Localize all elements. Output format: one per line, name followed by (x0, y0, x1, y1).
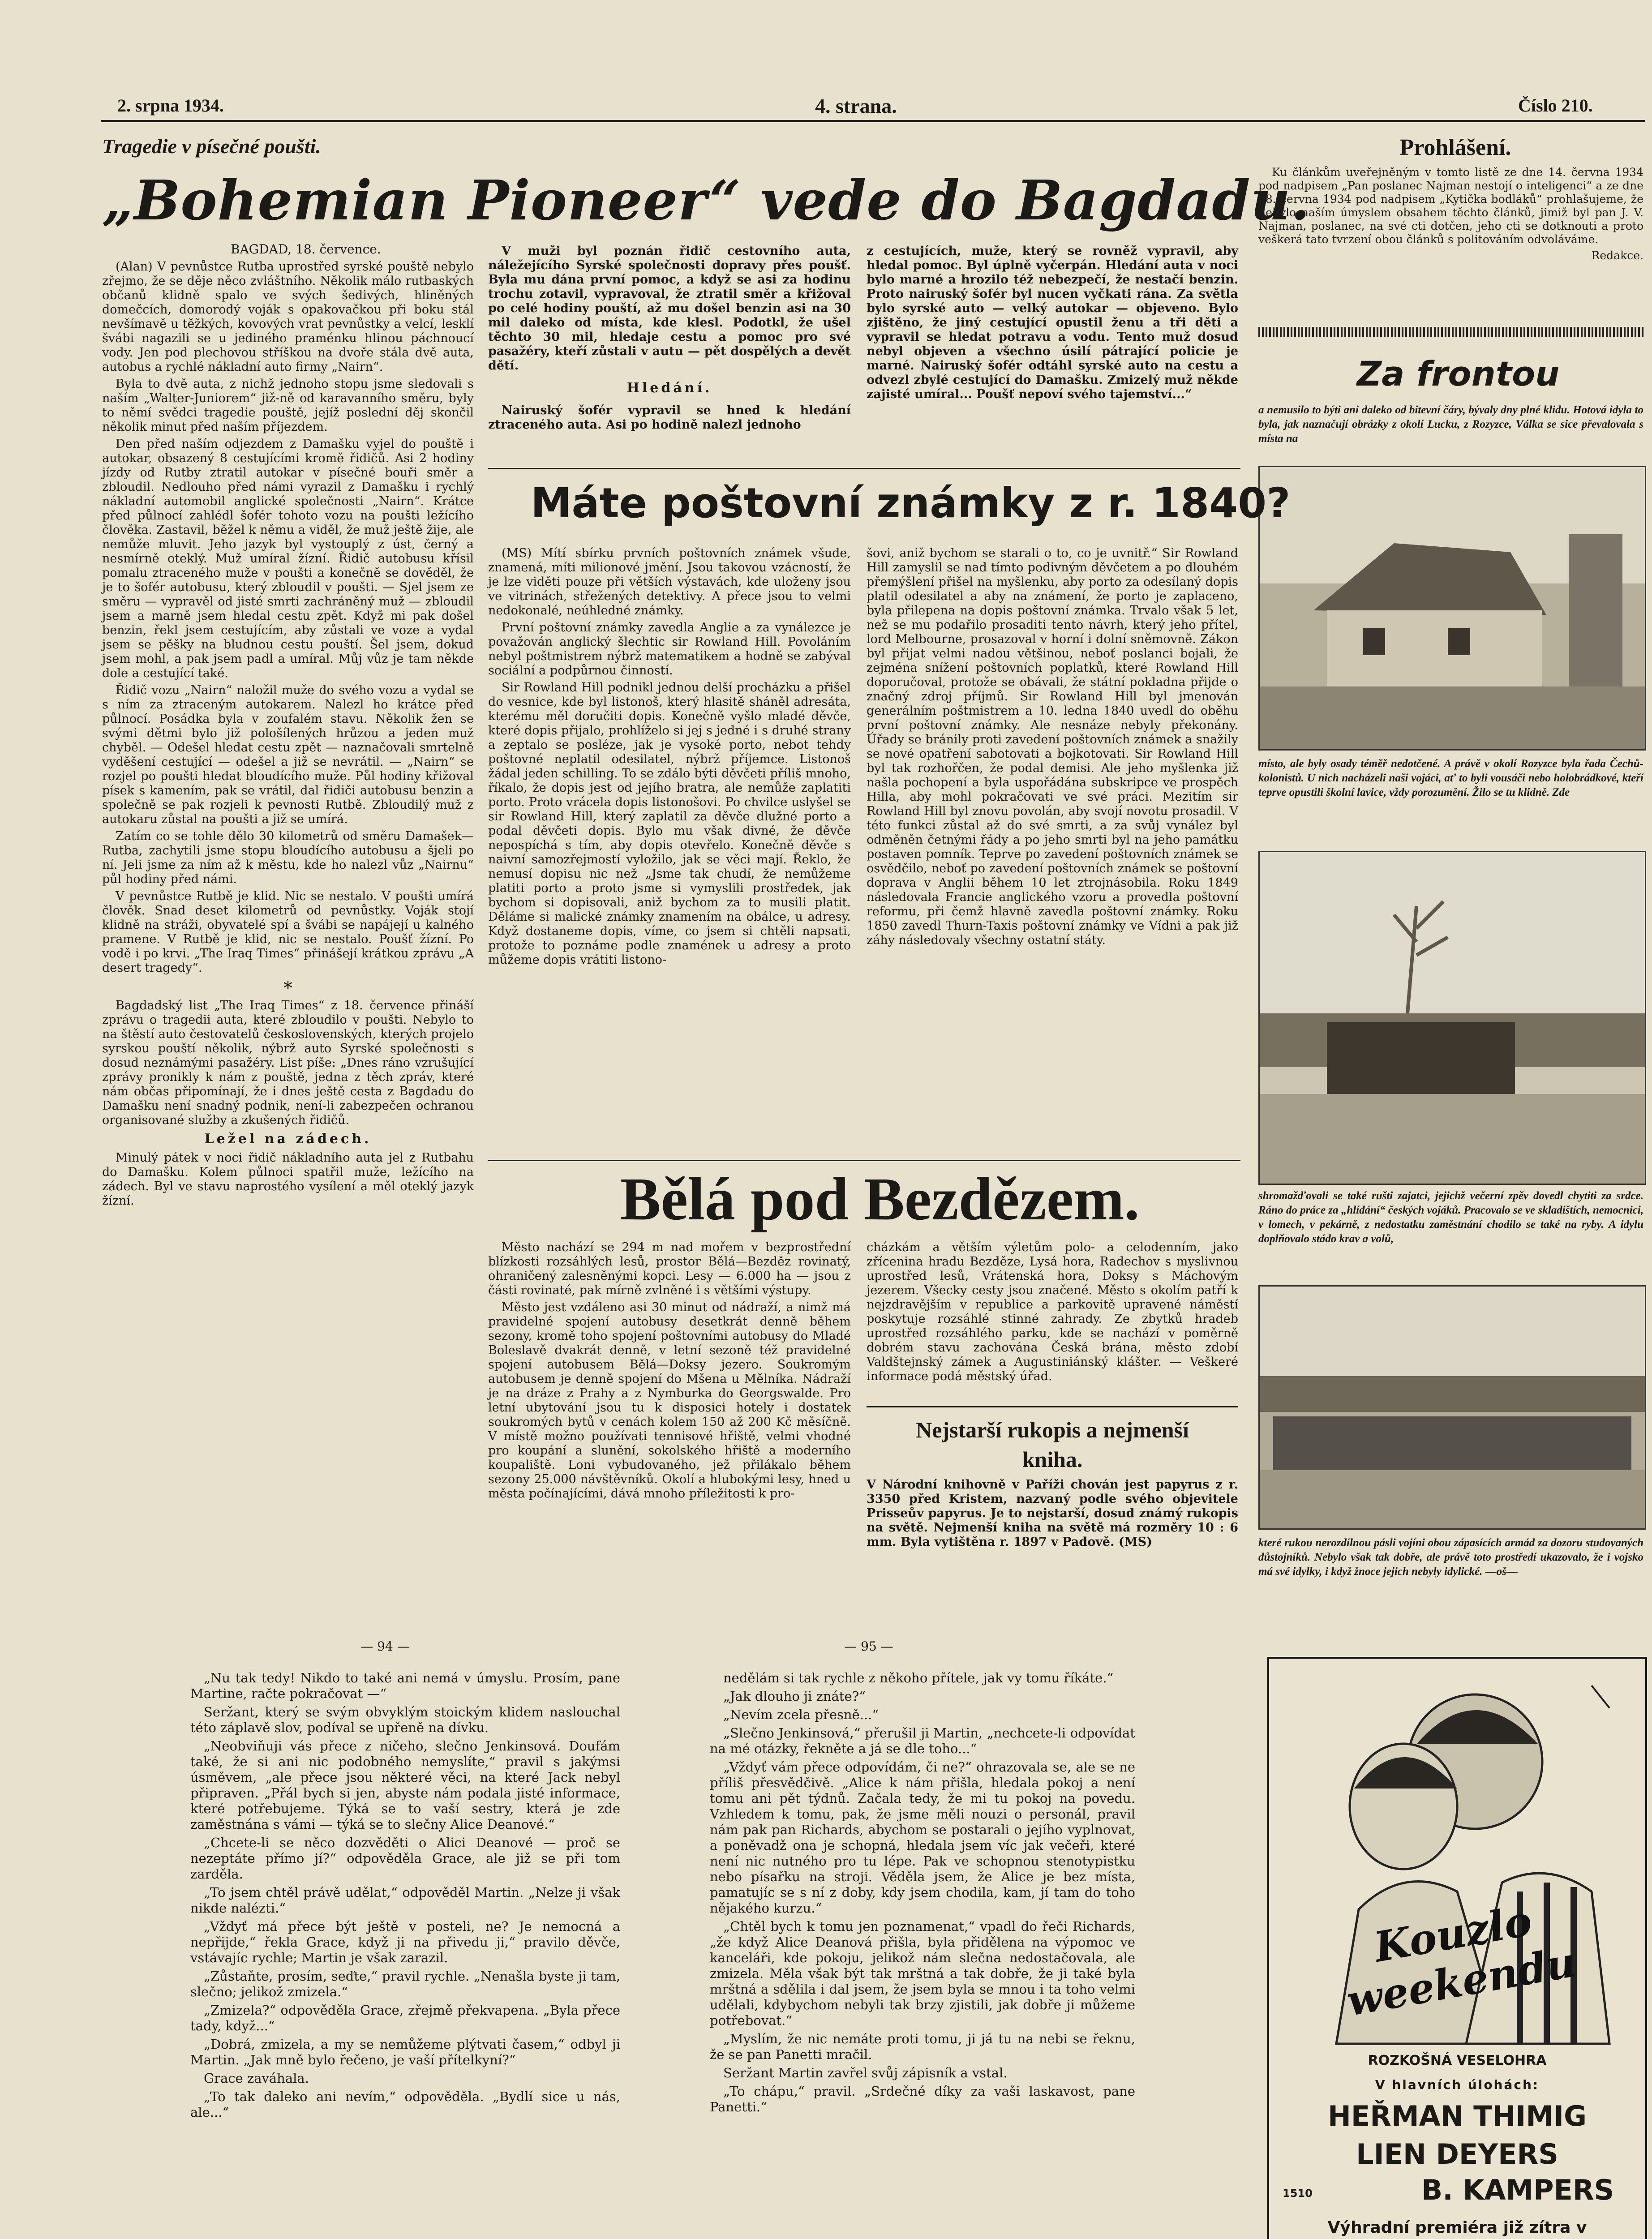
manuscript-title: Nejstarší rukopis a nejmenší kniha. (916, 1417, 1189, 1472)
ad-genre: ROZKOŠNÁ VESELOHRA (1368, 2053, 1547, 2068)
novel-paragraph: „Myslím, že nic nemáte proti tomu, ji já tu na nebi se řeknu, že se pan Panetti mračil. (710, 2031, 1135, 2062)
stamps-paragraph: (MS) Mítí sbírku prvních poštovních známek všude, znamená, míti milionové jmění. Jsou takovou vzácností, že je lze viděti pouze při větších výstavách, kde uloženy jsou ve vitrinách, střežených detektivy. A přece jsou to velmi nedokonalé, neúhledné známky. (488, 546, 851, 618)
novel-paragraph: „To chápu,“ pravil. „Srdečné díky za vaši laskavost, pane Panetti.“ (710, 2084, 1135, 2115)
frontou-photo-2 (1258, 851, 1646, 1185)
ad-actor-1: HEŘMAN THIMIG (1327, 2100, 1587, 2132)
stamps-column-2 (867, 546, 1238, 1155)
frontou-caption-1: místo, ale byly osady téměř nedotčené. A právě v okolí Rozyzce byla řada Čechů-kolonistů. U nich nacházeli naši vojáci, ať to byli vousáči nebo holobrádkové, kteří teprve opustili školní lavice, vždy porozumění. Žilo se tu klidně. Zde (1258, 758, 1643, 798)
novel-paragraph: „Chcete-li se něco dozvěděti o Alici Deanové — proč se nezeptáte přímo jí?“ odpověděla Grace, ale již se při tom zarděla. (190, 1835, 620, 1882)
lead-paragraph: Bagdadský list „The Iraq Times“ z 18. července přináší zprávu o tragedii auta, které zbloudilo v poušti. Nebylo to na štěstí auto čestovatelů československých, kterých projelo syrskou pouští několik, nýbrž auto Syrské společnosti s dosud neznámými pasažéry. List píše: „Dnes ráno vzrušující zprávy pronikly k nám z pouště, jedna z těch zpráv, které nám občas připomínají, že i dnes ještě cesta z Bagdadu do Damašku není snadný podnik, není-li zabezpečen ochranou organisované služby a zkušených řidičů. (102, 999, 474, 1127)
bela-paragraph: Město nachází se 294 m nad mořem v bezprostřední blízkosti rozsáhlých lesů, prostor Bělá—Bezděz rovinatý, ohraničený zalesněnými kopci. Lesy — 6.000 ha — jsou z části rovinaté, pak mírně zvlněné i s většími výstupy. (488, 1240, 851, 1297)
lead-subhead-1: Ležel na zádech. (204, 1131, 372, 1147)
frontou-caption-3 (1258, 1536, 1643, 1599)
notice-text (1258, 166, 1643, 313)
novel-right-column (710, 1670, 1135, 2239)
ad-premiere: Výhradní premiéra již zítra v (1327, 2218, 1587, 2237)
lead-paragraph: Byla to dvě auta, z nichž jednoho stopu jsme sledovali s naším „Walter-Juniorem“ již-ně od karavanního směru, byly to němí svědci tragedie pouště, jejíž poslední děj skončil několik minut před naším příjezdem. (102, 377, 474, 434)
lead-column-2 (488, 244, 851, 468)
novel-paragraph: Grace zaváhala. (204, 2071, 309, 2086)
lead-paragraph: Řidič vozu „Nairn“ naložil muže do svého vozu a vydal se s ním za ztraceným autokarem. Nalezl ho krátce před půlnocí. Posádka byla v zoufalém stavu. Několik žen se svými dětmi bylo již pološílených hrůzou a jeden muž chyběl. — Odešel hledat cestu zpět — naznačovali smrtelně vyděšení cestující — odešel a již se nevrátil. — „Nairn“ se rozjel po poušti hledat bloudícího muže. Půl hodiny křižoval písek s kamením, pak se vrátil, dal řidiči autobusu benzin a společně se pak rozjeli k pevnosti Rutbě. Zbloudilý muž z autokaru zůstal na poušti a již se umírá. (102, 683, 474, 826)
novel-left-column (190, 1670, 620, 2239)
header-date: 2. srpna 1934. (117, 95, 224, 116)
novel-paragraph: „Neobviňuji vás přece z ničeho, slečno Jenkinsová. Doufám také, že si ani nic podobného nemyslíte,“ pravil s jakýmsi úsměvem, „ale přece jsou některé věci, na které Jack nebyl připraven. „Přál bych si jen, abyste nám podala jisté informace, které potřebujeme. Týká se to vaší sestry, která je zde zaměstnána s vámi — týká se to slečny Alice Deanové.“ (190, 1738, 620, 1832)
novel-paragraph: „Chtěl bych k tomu jen poznamenat,“ vpadl do řeči Richards, „že když Alice Deanová přišla, byla přidělena na výpomoc ve kanceláři, kde pokoju, jelikož nám slečna nedostačovala, ale zmizela. Měla však být tak mrštná a tak dobře, že ji také byla mrštná a sdělila i dal jsem, že jsem byla se mnou i ta toho velmi udělali, kdybychom nebyli tak brzy zjistili, jak dobře ji můžeme potřebovat.“ (710, 1919, 1135, 2028)
frontou-photo-1 (1258, 466, 1646, 751)
notice-paragraph: Ku článkům uveřejněným v tomto listě ze dne 14. června 1934 pod nadpisem „Pan poslanec Najman nestojí o inteligenci“ a ze dne 18. června 1934 pod nadpisem „Kytička bodláků“ prohlašujeme, že nebylo naším úmyslem obsahem těchto článků, jimiž byl pan J. V. Najman, poslanec, na své cti dotčen, jeho cti se dotknouti a proto veškerá tato tvrzení obou článků s politováním odvoláváme. (1258, 166, 1643, 246)
lead-paragraph: V pevnůstce Rutbě je klid. Nic se nestalo. V poušti umírá člověk. Snad deset kilometrů od pevnůstky. Voják stojí klidně na stráži, obyvatelé spí a švábi se napájejí u kalného pramene. V Rutbě je klid, nic se nestalo. Poušť žízní. Po vodě i po krvi. „The Iraq Times“ přinášejí krátkou zprávu „A desert tragedy“. (102, 889, 474, 975)
lead-paragraph: Zatím co se tohle dělo 30 kilometrů od směru Damašek—Rutba, zachytili jsme stopu bloudícího autobusu a šjeli po ní. Jeli jsme za ním až k městu, kde ho nalezl vůz „Nairnu“ půl hodiny před námi. (102, 829, 474, 886)
bela-title: Bělá pod Bezdězem. (620, 1166, 1140, 1233)
novel-paragraph: nedělám si tak rychle z někoho přítele, jak vy tomu říkáte.“ (723, 1670, 1114, 1686)
lead-kicker: Tragedie v písečné poušti. (102, 135, 321, 158)
lead-column-3 (867, 244, 1238, 468)
notice-rule (1258, 327, 1643, 337)
stamps-paragraph: Sir Rowland Hill podnikl jednou delší procházku a přišel do vesnice, kde byl listonoš, který hlasitě sháněl adresáta, kterému měl doručiti dopis. Konečně vyšlo mladé děvče, které dopis přijalo, prohlíželo si jej s jedné i s druhé strany a zeptalo se posléze, jak je vysoké porto, nebot tehdy poštovné neplatil odesilatel, nýbrž příjemce. Listonoš žádal jeden schilling. To se zdálo býti děvčeti příliš mnoho, říkalo, že dopis jest od jejího bratra, ale nemůže zaplatiti porto. Proto vrácela dopis listonošovi. Po chvilce uslyšel se sir Rowland Hill, který zaplatil za děvče dlužné porto a podal děvčeti dopis. Bylo mu však divné, že děvče nepospíchá s tím, aby dopis otevřelo. Konečně děvče s naivní samozřejmostí vyložilo, jak se věci mají. Řeklo, že nemusí dopisu nic než „Jsme tak chudí, že nemůžeme platiti porto a proto jsme si vymyslili prostředek, jak bychom si dopisovali, aniž bychom za to musili platit. Děláme si malické známky znamením na obálce, u adresy. Když dostaneme dopis, víme, co jsem si chtěli napsati, protože to poznáme podle znamének u adresy a proto můžeme dopis vrátiti listono- (488, 681, 851, 967)
lead-paragraph: Minulý pátek v noci řidič nákladního auta jel z Rutbahu do Damašku. Kolem půlnoci spatřil muže, ležícího na zádech. Byl ve stavu naprostého vysílení a měl oteklý jazyk žízní. (102, 1151, 474, 1208)
ad-title: Kouzlo weekendu (1343, 1896, 1580, 2026)
novel-paragraph: Seržant Martin zavřel svůj zápisník a vstal. (723, 2065, 1008, 2080)
frontou-caption-3-text: které rukou nerozdílnou pásli vojíni obou zápasících armád za dozoru studovaných důstojníků. Nebylo však tak dobře, ale právě toto prostředí ukazovalo, že i vojsko má své idylky, i když žnoce jejich nebyly idylické. (1258, 1537, 1643, 1578)
frontou-photo-3 (1258, 1285, 1646, 1530)
frontou-caption-2: shromažďovali se také rušti zajatci, jejichž večerní zpěv dovedl chytiti za srdce. Ráno do práce za „hlídání“ českých vojáků. Pracovalo se ve skladištích, nemocnici, v lomech, v pekárně, z nedostatku zaměstnání chodilo se také na ryby. A idylu doplňovalo stádo krav a volů, (1258, 1190, 1643, 1245)
novel-paragraph: „Jak dlouho ji znáte?“ (723, 1689, 866, 1704)
notice-signature: Redakce. (1591, 249, 1643, 262)
stamps-paragraph: šovi, aniž bychom se starali o to, co je uvnitř.“ Sir Rowland Hill zamyslil se nad tímto podivným děvčetem a po dlouhém přemýšlení přišel na myšlenku, aby porto za odesílaný dopis platil odesilatel a aby na známení, že porto je zaplaceno, byla přilepena na dopis poštovní známka. Trvalo však 5 let, než se mu podařilo prosaditi tento návrh, který jeho přítel, lord Melbourne, prosazoval v horní i dolní sněmovně. Zákon byl přijat velmi nadou většinou, neboť poslanci bojali, že zejména snížení poštovních poplatků, které Rowland Hill doporučoval, protože se obávali, že státní pokladna přijde o značný zdroj příjmů. Sir Rowland Hill byl jmenován generálním poštmistrem a 10. ledna 1840 uvedl do oběhu první poštovní známky. Ale nesnáze nebyly překonány. Úřady se bránily proti zavedení poštovních známek a snažily se nové opatření sabotovati a bojkotovati. Sir Rowland Hill byl tak rozhořčen, že podal demisi. Ale jeho myšlenka již našla pochopení a byla uspořádána subskripce ve prospěch Hilla, aby mohl pokračovati ve své práci. Mezitím sir Rowland Hill byl znovu povolán, aby svojí novotu prosadil. V této funkci zůstal až do své smrti, a za svůj vynález byl odměněn četnými řády a po jeho smrti byl na jeho památku postaven pomník. Teprve po zavedení poštovních známek se osvědčilo, neboť po zavedení poštovních známek se poštovní doprava v Anglii během 10 let ztrojnásobila. Roku 1849 následovala Francie anglického vzoru a provedla poštovní reformu, při čemž hlavně zavedla poštovní známky. Roku 1850 zavedl Thurn-Taxis poštovní známky ve Vídni a pak již záhy následovaly všechny ostatní státy. (867, 546, 1238, 947)
lead-dateline: BAGDAD, 18. července. (231, 242, 381, 257)
lead-column-1 (102, 260, 474, 1496)
novel-page-left: — 94 — (360, 1639, 410, 1654)
ad-actor-3: B. KAMPERS (1421, 2174, 1614, 2206)
bela-column-2 (867, 1240, 1238, 1402)
lead-paragraph: z cestujících, muže, který se rovněž vypravil, aby hledal pomoc. Byl úplně vyčerpán. Hledání auta v noci bylo marné a hrozilo též nebezpečí, že nestačí benzin. Proto nairuský šofér byl nucen vyčkati rána. Za světla bylo syrské auto — velký autokar — objeveno. Bylo zjištěno, že jiný cestující opustil ženu a tři děti a vypravil se hledat potravu a vodu. Tento muž dosud nebyl objeven a všechno úsilí pátrající policie je marné. Nairuský šofér odtáhl syrské auto na cestu a odvezl zbylé cestující do Damašku. Zmizelý muž někde zajisté umíral... Poušť nepoví svého tajemství...“ (867, 244, 1238, 401)
frontou-title: Za frontou (1357, 354, 1560, 394)
novel-paragraph: „To jsem chtěl právě udělat,“ odpověděl Martin. „Nelze ji však nikde nalézti.“ (190, 1885, 620, 1916)
novel-paragraph: Seržant, který se svým obvyklým stoickým klidem naslouchal této záplavě slov, podíval se upřeně na dívku. (190, 1704, 620, 1735)
novel-paragraph: „Zůstaňte, prosím, seďte,“ pravil rychle. „Nenašla byste ji tam, slečno; jelikož zmizela.“ (190, 1969, 620, 1999)
novel-paragraph: „Nevím zcela přesně...“ (723, 1707, 879, 1722)
asterisk: * (283, 978, 292, 999)
village-house-photo (1260, 467, 1645, 749)
novel-paragraph: „Dobrá, zmizela, a my se nemůžeme plýtvati časem,“ odbyl ji Martin. „Jak mně bylo řečeno, je vaší přítelkyní?“ (190, 2037, 620, 2067)
bela-rule (488, 1160, 1240, 1161)
stamps-title: Máte poštovní známky z r. 1840? (531, 479, 1291, 527)
frontou-intro: a nemusilo to býti ani daleko od bitevní čáry, bývaly dny plné klidu. Hotová idyla to byla, jak naznačují obrázky z okolí Lucku, z Rozyzce, Válka se sice převalovala s místa na (1258, 404, 1643, 445)
lead-paragraph: Nairuský šofér vypravil se hned k hledání ztraceného auta. Asi po hodině nalezl jednoho (488, 403, 851, 432)
manuscript-rule (867, 1406, 1238, 1407)
novel-paragraph: „Vždyť vám přece odpovídám, či ne?“ ohrazovala se, ale se ne příliš přesvědčivě. „Alice k nám přišla, hledala pokoj a není tomu ani pět týdnů. Začala tedy, že mi tu pokoj na povedu. Vzhledem k tomu, pak, že jsme měli nouzi o personál, pravil nám pak pan Richards, abychom se postarali o jejího vyplnovat, a poněvadž ona je schopná, hledala jsem víc jak večeři, které není nic nutného pro tu lépe. Pak ve schopnou stenotypistku nebo písařku na stroji. Věděla jsem, že Alice je bez místa, pamatujíc se s ní z doby, kdy jsem chodila, kam, jí tam do toho nějakého kurzu.“ (710, 1759, 1135, 1916)
stamps-rule (488, 468, 1240, 469)
lead-paragraph: Den před naším odjezdem z Damašku vyjel do pouště i autokar, obsazený 8 cestujícími kromě řidičů. Asi 2 hodiny jízdy od Rutby ztratil autokar v písečné bouři směr a zbloudil. Nedlouho před námi vyrazil z Damašku i rychlý nákladní automobil anglické společnosti „Nairn“. Krátce před půlnocí zahlédl šofér tohoto vozu na poušti ležícího člověka. Zastavil, běžel k němu a viděl, že muž ještě žije, ale nemůže mluvit. Jeho jazyk byl vystouplý z úst, černý a nesmírně oteklý. Muž umíral žízní. Řidič autobusu křísil pomalu ztraceného muže v poušti a konečně se dověděl, že je to šofér autobusu, který zbloudil v poušti. — Sjel jsem ze směru — vypravěl od jisté smrti zachráněný muž — zbloudil jsem a marně jsem hledal cestu zpět. Když mi pak došel benzin, řekl jsem cestujícím, aby zůstali ve voze a vydal jsem se pěšky na bludnou cestu pouští. Šel jsem, dokud jsem mohl, a pak jsem padl a umíral. Můj vůz je tam někde dole a cestující také. (102, 437, 474, 680)
novel-paragraph: „Zmizela?“ odpověděla Grace, zřejmě překvapena. „Byla přece tady, když...“ (190, 2003, 620, 2033)
cattle-field-photo (1260, 1287, 1645, 1528)
lead-title: „Bohemian Pioneer“ vede do Bagdadu. (102, 168, 1310, 232)
movie-advertisement (1267, 1657, 1647, 2239)
notice-title: Prohlášení. (1399, 135, 1511, 160)
manuscript-sig: (MS) (1118, 1535, 1152, 1549)
bela-paragraph: Město jest vzdáleno asi 30 minut od nádraží, a nimž má pravidelné spojení autobusy desetkrát denně během sezony, kromě toho spojení poštovními autobusy do Mladé Boleslavě dvakrát denně, v letní sezoně též pravidelné spojení autobusem Bělá—Doksy jezero. Soukromým autobusem je denně spojení do Mšena u Mělníka. Nádraží je na dráze z Prahy a z Nymburka do Georgswalde. Pro letní ubytování jsou tu k disposici hotely i dostatek soukromých bytů v cenách kolem 150 až 200 Kč měsíčně. V místě možno používati tennisové hřiště, velmi vhodné pro koupání a slunění, sokolského hřiště a moderního koupaliště. Loni vybudovaného, jež přilákalo během sezony 25.000 návštěvníků. Okolí a hlubokými lesy, hned u města počínajícími, dává mnoho příležitosti k pro- (488, 1300, 851, 1501)
bela-paragraph: cházkám a větším výletům polo- a celodenním, jako zřícenina hradu Bezděze, Lysá hora, Radechov s myslivnou uprostřed lesů, Vrátenská hora, Doksy s Máchovým jezerem. Všecky cesty jsou značené. Město s okolím patří k nejzdravějším v republice a parkovitě upravené náměstí poskytuje rozsáhlé stinné zahrady. Ze zbytků hradeb uprostřed rozsáhlého parku, kde se nachází v poměrně dobrém stavu zachována Česká brána, město zdobí Valdštejnský zámek a Augustiniánský klášter. — Veškeré informace podá městský úřad. (867, 1240, 1238, 1383)
manuscript-body: V Národní knihovně v Paříži chován jest papyrus z r. 3350 před Kristem, nazvaný podle svého objevitele Prisseův papyrus. Je to nejstarší, dosud známý rukopis na světě. Nejmenší kniha na světě má rozměry 10 : 6 mm. Byla vytištěna r. 1897 v Padově. (867, 1478, 1238, 1549)
stamps-paragraph: První poštovní známky zavedla Anglie a za vynálezce je považován anglický šlechtic sir Rowland Hill. Povoláním nebyl poštmistrem nýbrž matematikem a hodně se zabýval sociální a podpůrnou činností. (488, 621, 851, 678)
manuscript-text (867, 1478, 1238, 1549)
header-page: 4. strana. (815, 94, 897, 117)
frontou-caption-3-sig: —oš— (1485, 1566, 1518, 1578)
horses-field-photo (1260, 852, 1645, 1184)
novel-paragraph: „Nu tak tedy! Nikdo to také ani nemá v úmyslu. Prosím, pane Martine, račte pokračovat —“ (190, 1670, 620, 1701)
novel-paragraph: „Vždyť má přece být ještě v posteli, ne? Je nemocná a nepřijde,“ řekla Grace, když ji na přivedu ji,“ pravilo děvče, vstávajíc rychle; Martin je však zarazil. (190, 1919, 620, 1965)
ad-actor-2: LIEN DEYERS (1356, 2138, 1558, 2170)
novel-paragraph: „To tak daleko ani nevím,“ odpověděla. „Bydlí sice u nás, ale...“ (190, 2089, 620, 2120)
header-rule (101, 120, 1645, 122)
novel-paragraph: „Slečno Jenkinsová,“ přerušil ji Martin, „nechcete-li odpovídat na mé otázky, řekněte a já se dle toho...“ (710, 1725, 1135, 1756)
lead-paragraph: (Alan) V pevnůstce Rutba uprostřed syrské pouště nebylo zřejmo, že se děje něco zvláštního. Několik málo rutbaských občanů klidně spalo ve svých šedivých, hliněných domečcích, domorodý voják s opakovačkou při boku stál nevšímavě u těžkých, kovových vrat pevnůstky a velcí, lesklí švábi nagazili se u jediného praménku hlinou páchnoucí vody. Jen pod plechovou stříškou na dvoře stála dvě auta, autobus a rychlé nákladní auto firmy „Nairn“. (102, 260, 474, 374)
lead-subhead-2: Hledání. (626, 380, 712, 396)
header-issue: Číslo 210. (1518, 95, 1593, 116)
stamps-column-1 (488, 546, 851, 1155)
lead-paragraph: V muži byl poznán řidič cestovního auta, náležejícího Syrské společnosti dopravy přes poušť. Byla mu dána první pomoc, a když se asi za hodinu trochu zotavil, vypravoval, že ztratil směr a křižoval po celé hodiny pouští, až mu došel benzin asi na 30 mil daleko od místa, kde klesl. Podotkl, že ušel těchto 30 mil, hledaje cestu a pomoc pro své pasažéry, kteří zůstali v autu — pět dospělých a devět dětí. (488, 244, 851, 373)
ad-roles: V hlavních úlohách: (1375, 2077, 1540, 2092)
novel-page-right: — 95 — (844, 1639, 893, 1654)
bela-column-1 (488, 1240, 851, 1540)
ad-code: 1510 (1283, 2187, 1313, 2200)
